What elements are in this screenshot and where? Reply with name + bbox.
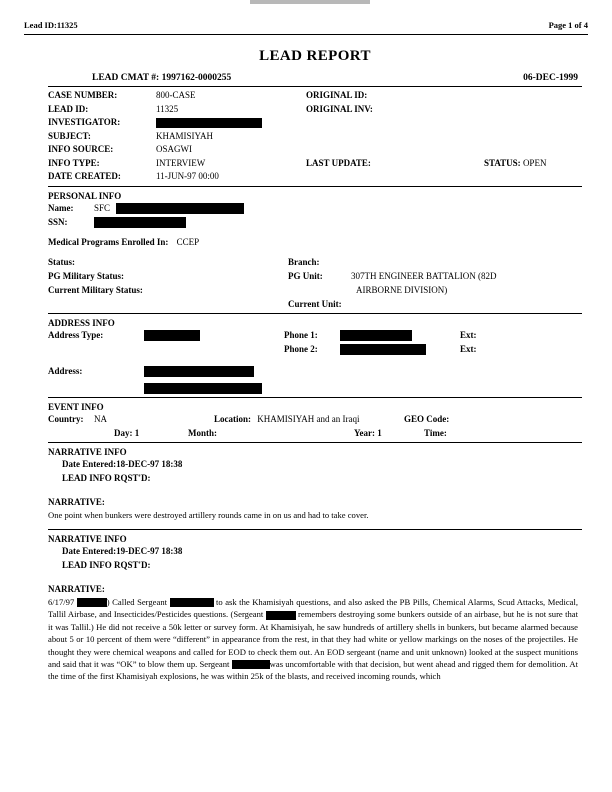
- subject-label: SUBJECT:: [48, 130, 91, 141]
- personal-info-section: [48, 187, 582, 313]
- personal-row-name: [48, 201, 582, 215]
- subject-value: KHAMISIYAH: [156, 130, 214, 141]
- event-row-country: [48, 412, 582, 426]
- case-row-info-type: [48, 157, 582, 171]
- name-value: SFC: [94, 201, 294, 215]
- lead-id-label: LEAD ID:: [48, 103, 89, 114]
- address-row-address: [48, 364, 582, 378]
- narrative-date-token: 6/17/97: [48, 596, 75, 607]
- spacer-narrative-2: [48, 572, 582, 582]
- current-military-status-label: Current Military Status:: [48, 284, 143, 295]
- narrative-part-3: to ask the Khamisiyah questions, and also asked the PB Pills, Chemical Alarms, Scud Attacks, Medical, Tallil Airbase, and Insecticides/Pesticides questions. (Sergeant: [48, 596, 578, 620]
- info-type-label: INFO TYPE:: [48, 157, 100, 168]
- personal-info-title: PERSONAL INFO: [48, 190, 122, 201]
- pg-military-status-label: PG Military Status:: [48, 270, 124, 281]
- address-type-label: Address Type:: [48, 329, 104, 340]
- narrative-info-title-1: NARRATIVE INFO: [48, 446, 127, 457]
- personal-row-current-military: [48, 283, 582, 297]
- narrative-part-5: was uncomfortable with that decision, but went ahead and rigged them for demolition. At the time of the first Khamisiyah explosions, he was within 25k of the blasts, and received incoming rounds, which: [48, 658, 578, 682]
- personal-row-status: [48, 255, 582, 269]
- pg-unit-value-line1: 307TH ENGINEER BATTALION (82D: [351, 270, 497, 281]
- last-update-label: LAST UPDATE:: [306, 157, 371, 168]
- redaction-bar-address: [144, 366, 254, 377]
- lead-id-value: 11325: [156, 103, 179, 114]
- page-top-artifact: [250, 0, 370, 4]
- personal-row-medical: [48, 235, 582, 249]
- pg-unit-value-line2: AIRBORNE DIVISION): [356, 284, 448, 295]
- original-inv-label: ORIGINAL INV:: [306, 103, 373, 114]
- narrative-info-section-1: [48, 443, 582, 529]
- current-unit-label: Current Unit:: [288, 298, 342, 309]
- case-row-subject: [48, 130, 582, 144]
- narrative-part-2: ) Called Sergeant: [106, 596, 167, 607]
- ssn-value: [94, 215, 294, 229]
- medical-programs-value: CCEP: [176, 236, 200, 247]
- redaction-bar-name: [116, 203, 244, 214]
- redaction-bar-narr-1: [77, 598, 107, 607]
- redaction-bar-address-2: [144, 383, 262, 394]
- address-row-address-2: [48, 381, 582, 395]
- status-label: STATUS:: [484, 157, 521, 168]
- narrative-info-section-2: [48, 530, 582, 685]
- geo-code-label: GEO Code:: [404, 413, 450, 424]
- country-value: NA: [94, 413, 107, 424]
- case-row-lead-id: [48, 103, 582, 117]
- location-label: Location:: [214, 413, 251, 424]
- narrative-lead-info-rqstd-1: LEAD INFO RQST'D:: [62, 472, 151, 483]
- narrative-text-1: One point when bunkers were destroyed artillery rounds came in on us and had to take cover.: [48, 509, 369, 520]
- cmat-date: 06-DEC-1999: [523, 73, 578, 83]
- cmat-row: [48, 73, 582, 86]
- original-id-value: [416, 89, 582, 103]
- status-value: OPEN: [522, 157, 547, 168]
- narrative-info-title-2: NARRATIVE INFO: [48, 533, 127, 544]
- redaction-bar-phone1: [340, 330, 412, 341]
- info-source-value: OSAGWI: [156, 144, 192, 154]
- original-inv-value: [416, 103, 582, 117]
- month-label: Month:: [188, 427, 217, 438]
- info-source-label: INFO SOURCE:: [48, 144, 114, 154]
- ext1-label: Ext:: [460, 329, 477, 340]
- narrative-text-2: [48, 596, 582, 683]
- narrative-label-1: NARRATIVE:: [48, 496, 105, 507]
- narrative-date-entered-2: Date Entered:19-DEC-97 18:38: [62, 545, 183, 556]
- event-info-section: [48, 398, 582, 442]
- investigator-value: [156, 116, 306, 130]
- narrative-part-4: remembers destroying some bunkers outside of an airbase, but he is not sure that it was Tallil.) He did not receive a 50k letter or survey form. At Khamisiyah, he saw hundreds of artillery shells in bunkers, but became alarmed because about 5 or 10 percent of them were “different” in appearance from the rest, in that they had white or yellow markings on the noses of the projectiles. He thought they were chemical weapons and called for EOD to check them out. An EOD sergeant (name and unit unknown) looked at the suspect munitions and said that it was “OK” to blow them up. Sergeant: [48, 609, 578, 669]
- case-number-value: 800-CASE: [156, 90, 196, 100]
- header-page-number: Page 1 of 4: [548, 20, 588, 30]
- case-row-investigator: [48, 116, 582, 130]
- address-value: [144, 364, 284, 378]
- address-label: Address:: [48, 365, 83, 376]
- redaction-bar-phone2: [340, 344, 426, 355]
- header-lead-id: Lead ID:11325: [24, 20, 78, 30]
- spacer-narrative-1b: [48, 521, 582, 527]
- case-number-label: CASE NUMBER:: [48, 90, 118, 100]
- address-info-title: ADDRESS INFO: [48, 317, 115, 328]
- name-label: Name:: [48, 202, 74, 213]
- cmat-number: LEAD CMAT #: 1997162-0000255: [92, 73, 232, 83]
- personal-row-ssn: [48, 215, 582, 229]
- country-label: Country:: [48, 413, 84, 424]
- event-row-date: [48, 426, 582, 440]
- date-created-value: 11-JUN-97 00:00: [156, 171, 219, 181]
- case-row-date-created: [48, 170, 582, 184]
- date-created-label: DATE CREATED:: [48, 171, 121, 181]
- ext2-label: Ext:: [460, 343, 477, 354]
- medical-programs-label: Medical Programs Enrolled In:: [48, 236, 169, 247]
- redaction-bar-narr-4: [232, 660, 270, 669]
- original-id-label: ORIGINAL ID:: [306, 90, 368, 100]
- event-info-title: EVENT INFO: [48, 401, 104, 412]
- spacer-narrative-1: [48, 485, 582, 495]
- ssn-label: SSN:: [48, 216, 68, 227]
- address-row-phone2: [48, 342, 582, 356]
- case-info-section: [48, 87, 582, 186]
- narrative-lead-info-rqstd-2: LEAD INFO RQST'D:: [62, 559, 151, 570]
- address-type-value: [144, 328, 284, 342]
- narrative-date-entered-1: Date Entered:18-DEC-97 18:38: [62, 458, 183, 469]
- case-row-case-number: [48, 89, 582, 103]
- redaction-bar-address-type: [144, 330, 200, 341]
- phone2-label: Phone 2:: [284, 343, 318, 354]
- location-value: KHAMISIYAH and an Iraqi: [257, 413, 360, 424]
- phone2-value: [340, 342, 460, 356]
- address-row-type: [48, 328, 582, 342]
- redaction-bar-narr-2: [170, 598, 214, 607]
- document-body: [48, 48, 582, 685]
- pg-unit-label: PG Unit:: [288, 270, 323, 281]
- narrative-label-2: NARRATIVE:: [48, 583, 105, 594]
- page-header: [24, 20, 588, 30]
- header-divider: [24, 34, 588, 35]
- investigator-label: INVESTIGATOR:: [48, 117, 121, 127]
- phone1-label: Phone 1:: [284, 329, 318, 340]
- personal-row-pg-military: [48, 269, 582, 283]
- time-label: Time:: [424, 427, 447, 438]
- spacer-address: [48, 356, 582, 364]
- redaction-bar-investigator: [156, 118, 262, 128]
- personal-row-current-unit: [48, 297, 582, 311]
- address-info-section: [48, 314, 582, 397]
- personal-status-label: Status:: [48, 256, 76, 267]
- case-row-info-source: [48, 143, 582, 157]
- year-label: Year: 1: [354, 427, 382, 438]
- redaction-bar-ssn: [94, 217, 186, 228]
- info-type-value: INTERVIEW: [156, 157, 206, 168]
- day-label: Day: 1: [114, 427, 140, 438]
- branch-label: Branch:: [288, 256, 320, 267]
- phone1-value: [340, 328, 460, 342]
- page-title: LEAD REPORT: [259, 48, 371, 64]
- redaction-bar-narr-3: [266, 611, 296, 620]
